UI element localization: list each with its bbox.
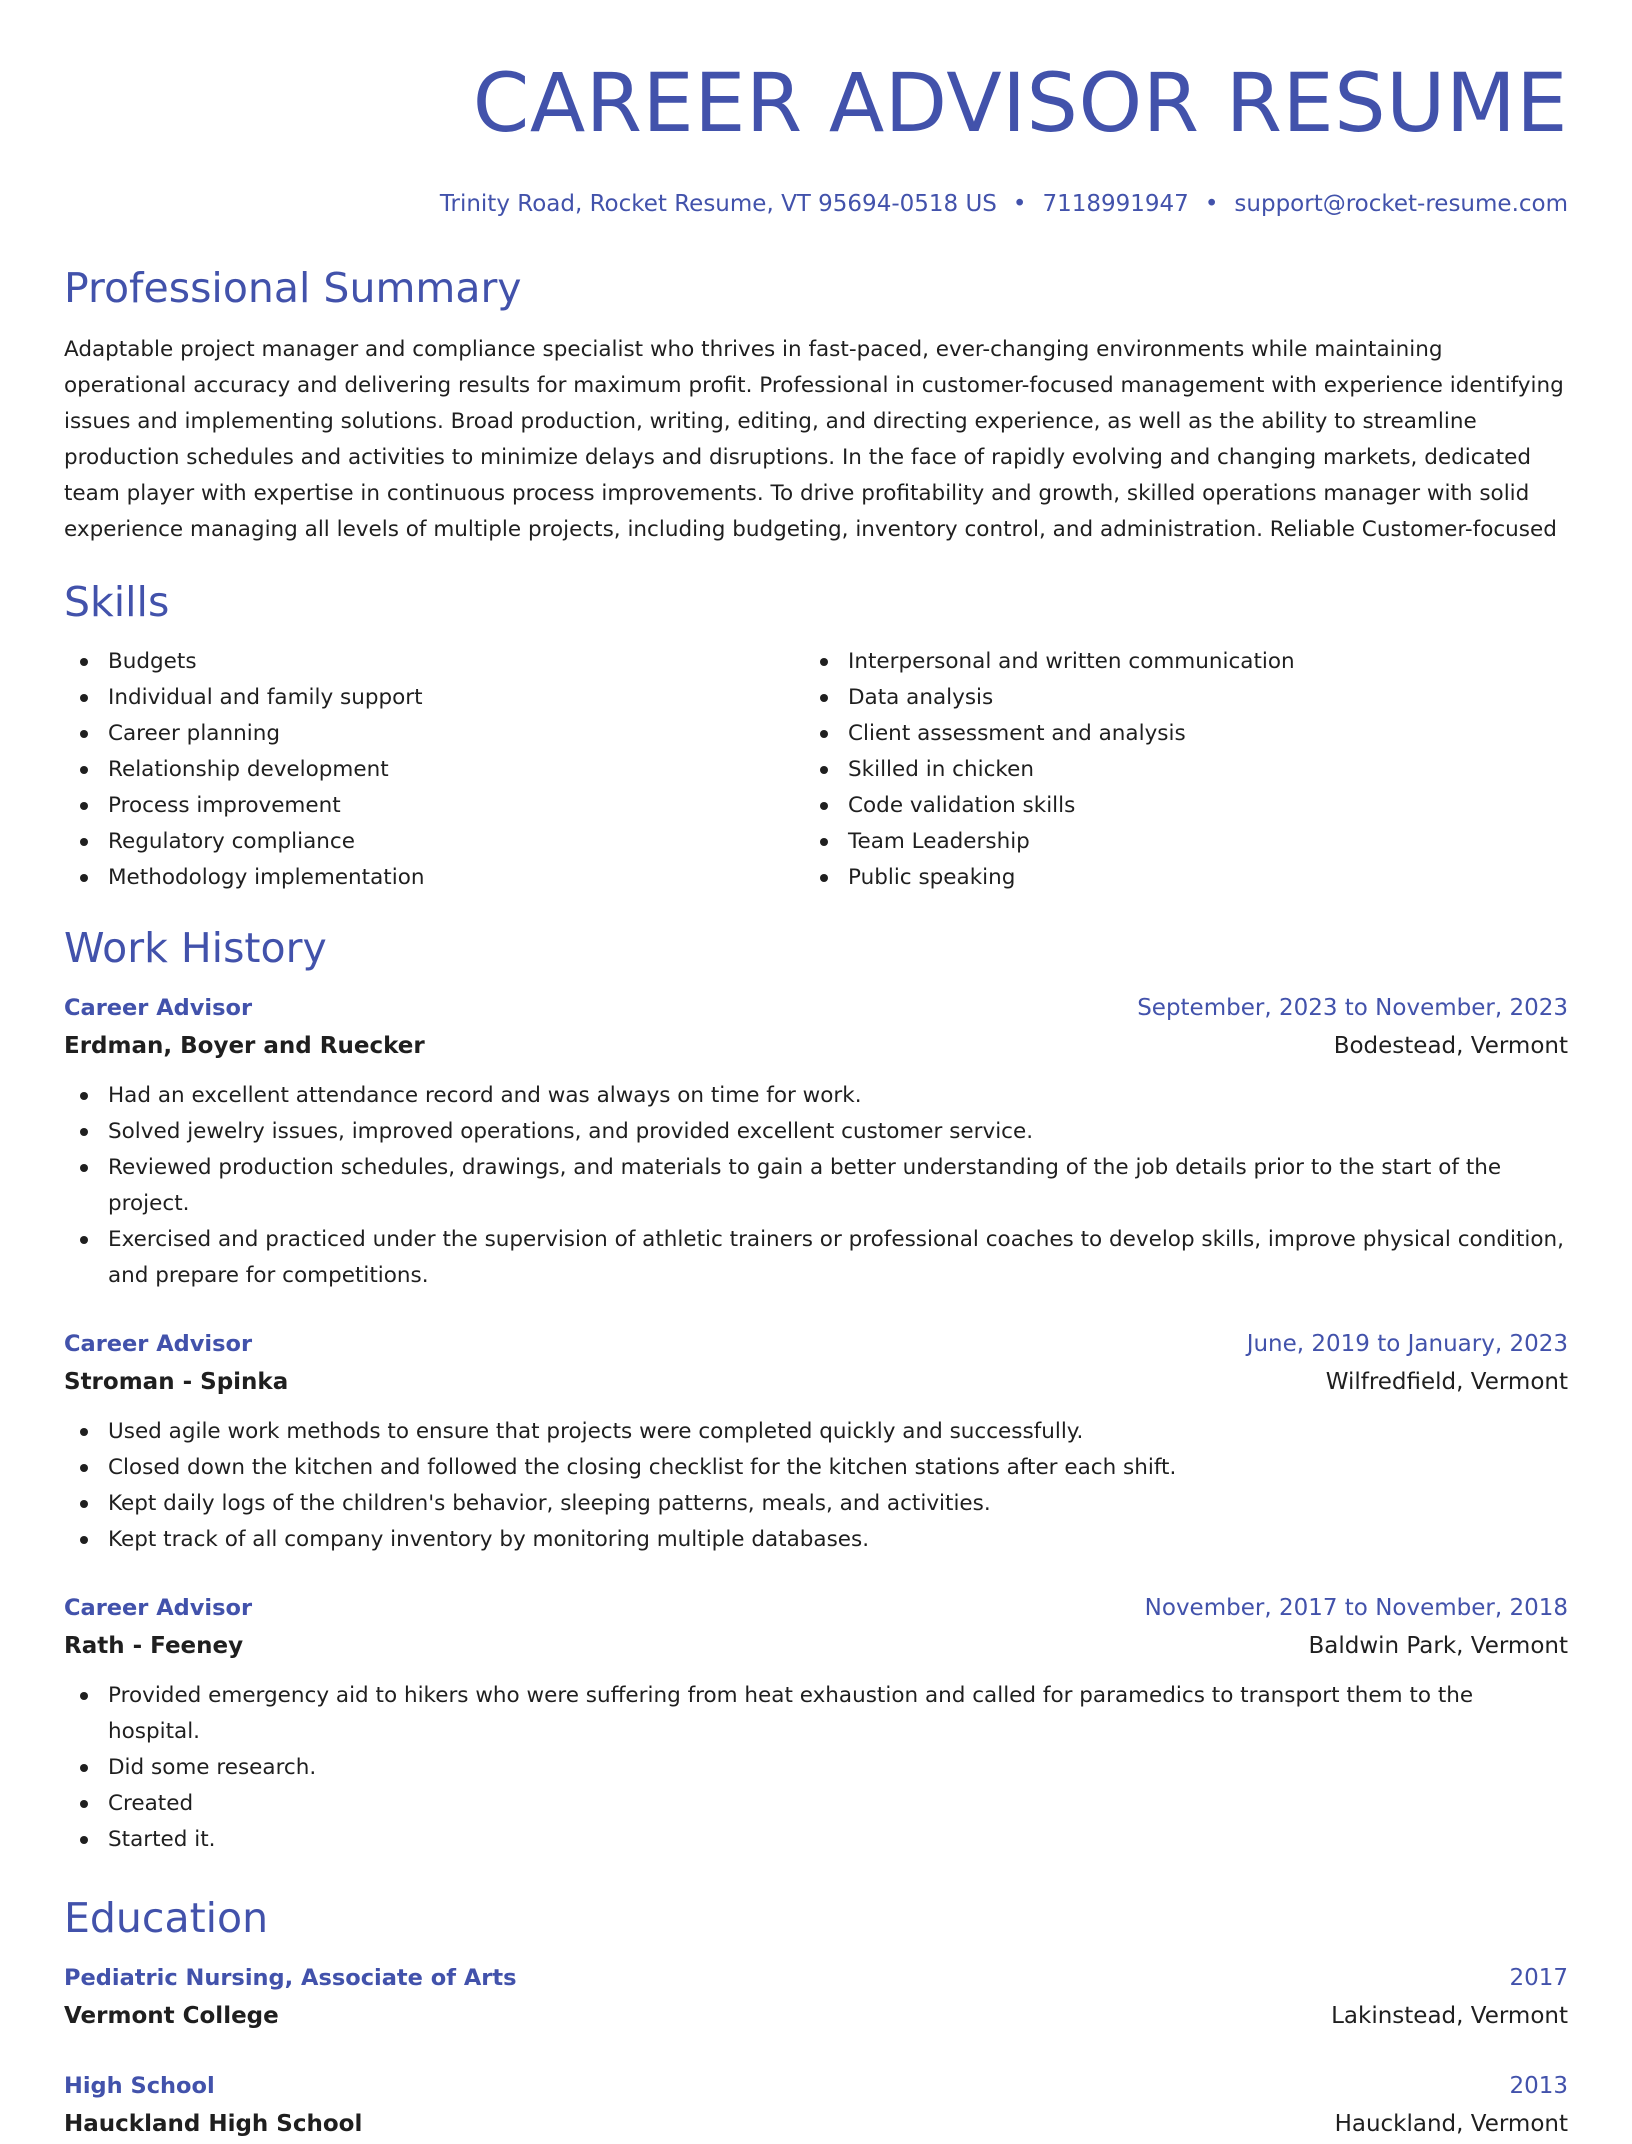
bullet-dot-icon [820, 730, 828, 738]
list-item-text: Interpersonal and written communication [848, 649, 1295, 674]
section-heading-education: Education [64, 1894, 269, 1942]
bullet-dot-icon [80, 1692, 88, 1700]
list-item-text: Closed down the kitchen and followed the closing checklist for the kitchen stations after each shift. [108, 1455, 1177, 1480]
job-company: Erdman, Boyer and Ruecker [64, 1033, 425, 1059]
list-item [64, 680, 804, 716]
education-degree: High School [64, 2073, 215, 2099]
job-role: Career Advisor [64, 1331, 253, 1357]
job-dates: November, 2017 to November, 2018 [1144, 1595, 1568, 1621]
job-dates: June, 2019 to January, 2023 [1246, 1331, 1568, 1357]
section-heading-skills: Skills [64, 578, 170, 626]
list-item-text: Team Leadership [848, 829, 1030, 854]
list-item-text: Client assessment and analysis [848, 721, 1186, 746]
list-item [64, 644, 804, 680]
skills-column-left [64, 644, 804, 896]
list-item-text: Individual and family support [108, 685, 423, 710]
education-year: 2013 [1509, 2073, 1568, 2099]
bullet-dot-icon [80, 1092, 88, 1100]
job-bullets [64, 1078, 1568, 1294]
job-dates: September, 2023 to November, 2023 [1137, 995, 1568, 1021]
education-degree: Pediatric Nursing, Associate of Arts [64, 1965, 517, 1991]
job-company: Stroman - Spinka [64, 1369, 289, 1395]
bullet-dot-icon [80, 1536, 88, 1544]
bullet-dot-icon [820, 766, 828, 774]
list-item-text: Budgets [108, 649, 197, 674]
bullet-dot-icon [80, 1236, 88, 1244]
list-item-text: Kept track of all company inventory by monitoring multiple databases. [108, 1527, 870, 1552]
bullet-dot-icon [80, 1764, 88, 1772]
bullet-dot-icon [820, 874, 828, 882]
bullet-dot-icon [80, 694, 88, 702]
job-location: Wilfredfield, Vermont [1325, 1369, 1568, 1395]
skills-column-right [804, 644, 1544, 896]
job-company: Rath - Feeney [64, 1633, 244, 1659]
list-item-text: Public speaking [848, 865, 1016, 890]
list-item [64, 1822, 1568, 1858]
list-item [64, 1450, 1568, 1486]
list-item [64, 1222, 1568, 1294]
bullet-dot-icon [80, 1164, 88, 1172]
list-item-text: Career planning [108, 721, 280, 746]
contact-separator: • [1204, 191, 1219, 217]
education-year: 2017 [1509, 1965, 1568, 1991]
bullet-dot-icon [820, 694, 828, 702]
list-item [804, 716, 1544, 752]
section-heading-work-history: Work History [64, 924, 327, 972]
work-history-list [64, 990, 1568, 1858]
list-item-text: Used agile work methods to ensure that projects were completed quickly and successfully. [108, 1419, 1084, 1444]
education-school: Hauckland High School [64, 2111, 363, 2137]
list-item [64, 1750, 1568, 1786]
list-item-text: Provided emergency aid to hikers who were suffering from heat exhaustion and called for paramedics to transport them to the hospital. [108, 1683, 1474, 1744]
contact-line [64, 190, 1568, 218]
list-item [804, 644, 1544, 680]
job-entry [64, 1326, 1568, 1558]
job-bullets [64, 1414, 1568, 1558]
list-item-text: Did some research. [108, 1755, 317, 1780]
bullet-dot-icon [820, 658, 828, 666]
list-item-text: Reviewed production schedules, drawings, and materials to gain a better understanding of the job details prior to the start of the project. [108, 1155, 1502, 1216]
list-item-text: Solved jewelry issues, improved operations, and provided excellent customer service. [108, 1119, 1034, 1144]
list-item [64, 1078, 1568, 1114]
list-item [804, 752, 1544, 788]
resume-title: CAREER ADVISOR RESUME [472, 57, 1568, 151]
bullet-dot-icon [80, 1836, 88, 1844]
education-entry [64, 2068, 1568, 2144]
list-item-text: Relationship development [108, 757, 389, 782]
list-item [64, 752, 804, 788]
list-item-text: Had an excellent attendance record and was always on time for work. [108, 1083, 862, 1108]
list-item-text: Code validation skills [848, 793, 1076, 818]
job-bullets [64, 1678, 1568, 1858]
education-location: Lakinstead, Vermont [1331, 2003, 1568, 2029]
list-item [64, 1522, 1568, 1558]
list-item [64, 788, 804, 824]
list-item [64, 1114, 1568, 1150]
education-list [64, 1960, 1568, 2144]
list-item [804, 788, 1544, 824]
list-item-text: Exercised and practiced under the supervision of athletic trainers or professional coaches to develop skills, improve physical condition, and prepare for competitions. [108, 1227, 1564, 1288]
list-item [64, 1486, 1568, 1522]
education-location: Hauckland, Vermont [1334, 2111, 1568, 2137]
contact-email: support@rocket-resume.com [1234, 191, 1568, 217]
list-item-text: Created [108, 1791, 194, 1816]
bullet-dot-icon [80, 802, 88, 810]
contact-phone: 7118991947 [1042, 191, 1189, 217]
job-role: Career Advisor [64, 1595, 253, 1621]
list-item-text: Skilled in chicken [848, 757, 1034, 782]
education-entry [64, 1960, 1568, 2036]
bullet-dot-icon [80, 730, 88, 738]
education-school: Vermont College [64, 2003, 279, 2029]
section-heading-summary: Professional Summary [64, 264, 522, 312]
list-item-text: Methodology implementation [108, 865, 425, 890]
list-item [64, 1678, 1568, 1750]
bullet-dot-icon [80, 874, 88, 882]
list-item-text: Kept daily logs of the children's behavior, sleeping patterns, meals, and activities. [108, 1491, 991, 1516]
list-item-text: Data analysis [848, 685, 994, 710]
list-item [64, 1786, 1568, 1822]
bullet-dot-icon [80, 1128, 88, 1136]
bullet-dot-icon [820, 802, 828, 810]
list-item [64, 716, 804, 752]
list-item [64, 860, 804, 896]
list-item [804, 824, 1544, 860]
list-item-text: Process improvement [108, 793, 341, 818]
job-location: Baldwin Park, Vermont [1308, 1633, 1568, 1659]
contact-address: Trinity Road, Rocket Resume, VT 95694-0518 US [439, 191, 997, 217]
bullet-dot-icon [80, 1428, 88, 1436]
contact-separator: • [1012, 191, 1027, 217]
list-item [804, 680, 1544, 716]
job-entry [64, 990, 1568, 1294]
list-item [804, 860, 1544, 896]
bullet-dot-icon [80, 1800, 88, 1808]
list-item [64, 824, 804, 860]
job-entry [64, 1590, 1568, 1858]
bullet-dot-icon [80, 1500, 88, 1508]
list-item [64, 1150, 1568, 1222]
list-item-text: Started it. [108, 1827, 216, 1852]
bullet-dot-icon [820, 838, 828, 846]
bullet-dot-icon [80, 838, 88, 846]
bullet-dot-icon [80, 658, 88, 666]
bullet-dot-icon [80, 1464, 88, 1472]
job-role: Career Advisor [64, 995, 253, 1021]
job-location: Bodestead, Vermont [1333, 1033, 1568, 1059]
list-item [64, 1414, 1568, 1450]
skills-list [64, 644, 1568, 896]
list-item-text: Regulatory compliance [108, 829, 355, 854]
bullet-dot-icon [80, 766, 88, 774]
summary-text: Adaptable project manager and compliance specialist who thrives in fast-paced, ever-changing environments while maintaining operational accuracy and delivering results for maximum profit. Professional in customer-focused management with experience identifying issues and implementing solutions. Broad production, writing, editing, and directing experience, as well as the ability to streamline production schedules and activities to minimize delays and disruptions. In the face of rapidly evolving and changing markets, dedicated team player with expertise in continuous process improvements. To drive profitability and growth, skilled operations manager with solid experience managing all levels of multiple projects, including budgeting, inventory control, and administration. Reliable Customer-focused [64, 337, 1564, 542]
